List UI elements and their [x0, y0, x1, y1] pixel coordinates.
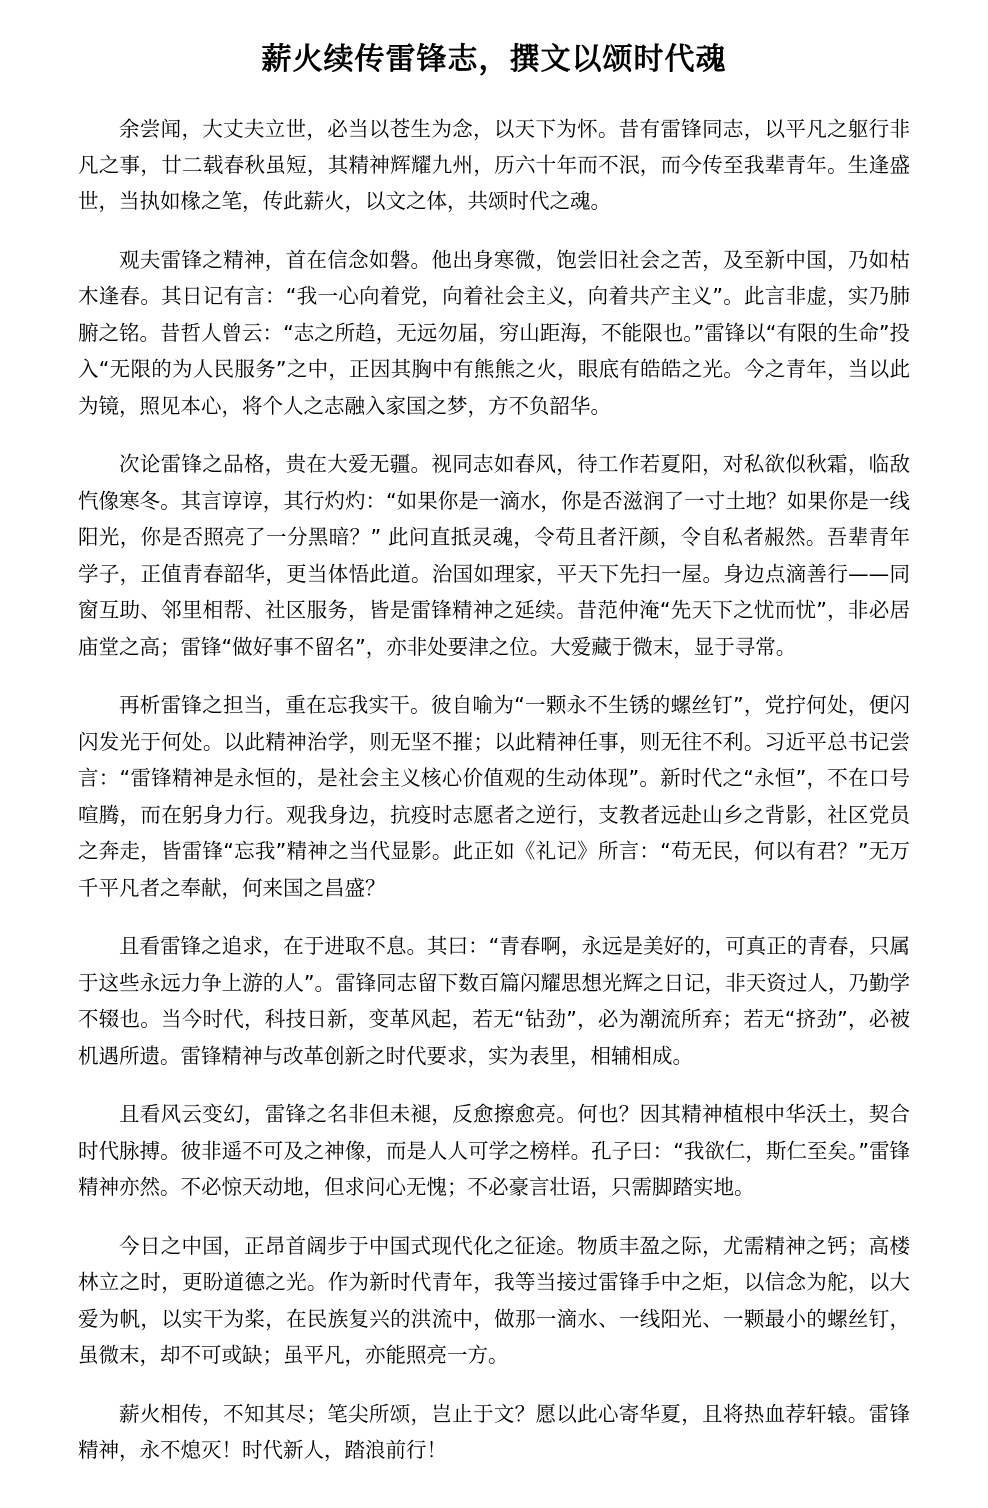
paragraph: 次论雷锋之品格，贵在大爱无疆。视同志如春风，待工作若夏阳，对私欲似秋霜，临敌忾像寒冬。其言谆谆，其行灼灼：“如果你是一滴水，你是否滋润了一寸土地？如果你是一线阳光，你是否照亮了一分黑暗？” 此问直抵灵魂，令苟且者汗颜，令自私者赧然。吾辈青年学子，正值青春韶华，更当体悟此道。治国如理家，平天下先扫一屋。身边点滴善行——同窗互助、邻里相帮、社区服务，皆是雷锋精神之延续。昔范仲淹“先天下之忧而忧”，非必居庙堂之高；雷锋“做好事不留名”，亦非处要津之位。大爱藏于微末，显于寻常。: [78, 452, 910, 659]
paragraph: 且看风云变幻，雷锋之名非但未褪，反愈擦愈亮。何也？因其精神植根中华沃土，契合时代脉搏。彼非遥不可及之神像，而是人人可学之榜样。孔子曰：“我欲仁，斯仁至矣。”雷锋精神亦然。不必惊天动地，但求问心无愧；不必豪言壮语，只需脚踏实地。: [78, 1102, 910, 1200]
paragraph: 观夫雷锋之精神，首在信念如磐。他出身寒微，饱尝旧社会之苦，及至新中国，乃如枯木逢春。其日记有言：“我一心向着党，向着社会主义，向着共产主义”。此言非虚，实乃肺腑之铭。昔哲人曾云：“志之所趋，无远勿届，穷山距海，不能限也。”雷锋以“有限的生命”投入“无限的为人民服务”之中，正因其胸中有熊熊之火，眼底有皓皓之光。今之青年，当以此为镜，照见本心，将个人之志融入家国之梦，方不负韶华。: [78, 247, 910, 418]
paragraph: 薪火相传，不知其尽；笔尖所颂，岂止于文？愿以此心寄华夏，且将热血荐轩辕。雷锋精神，永不熄灭！时代新人，踏浪前行！: [78, 1401, 910, 1462]
paragraph: 再析雷锋之担当，重在忘我实干。彼自喻为“一颗永不生锈的螺丝钉”，党拧何处，便闪闪发光于何处。以此精神治学，则无坚不摧；以此精神任事，则无往不利。习近平总书记尝言：“雷锋精神是永恒的，是社会主义核心价值观的生动体现”。新时代之“永恒”，不在口号喧腾，而在躬身力行。观我身边，抗疫时志愿者之逆行，支教者远赴山乡之背影，社区党员之奔走，皆雷锋“忘我”精神之当代显影。此正如《礼记》所言：“苟无民，何以有君？”无万千平凡者之奉献，何来国之昌盛？: [78, 693, 910, 900]
paragraph: 且看雷锋之追求，在于进取不息。其曰：“青春啊，永远是美好的，可真正的青春，只属于这些永远力争上游的人”。雷锋同志留下数百篇闪耀思想光辉之日记，非天资过人，乃勤学不辍也。当今时代，科技日新，变革风起，若无“钻劲”，必为潮流所弃；若无“挤劲”，必被机遇所遗。雷锋精神与改革创新之时代要求，实为表里，相辅相成。: [78, 934, 910, 1068]
paragraph: 今日之中国，正昂首阔步于中国式现代化之征途。物质丰盈之际，尤需精神之钙；高楼林立之时，更盼道德之光。作为新时代青年，我等当接过雷锋手中之炬，以信念为舵，以大爱为帆，以实干为桨，在民族复兴的洪流中，做那一滴水、一线阳光、一颗最小的螺丝钉，虽微末，却不可或缺；虽平凡，亦能照亮一方。: [78, 1233, 910, 1368]
paragraph: 余尝闻，大丈夫立世，必当以苍生为念，以天下为怀。昔有雷锋同志，以平凡之躯行非凡之事，廿二载春秋虽短，其精神辉耀九州，历六十年而不泯，而今传至我辈青年。生逢盛世，当执如椽之笔，传此薪火，以文之体，共颂时代之魂。: [78, 116, 910, 214]
page-title: 薪火续传雷锋志，撰文以颂时代魂: [261, 42, 727, 77]
document-body: [78, 111, 910, 1469]
